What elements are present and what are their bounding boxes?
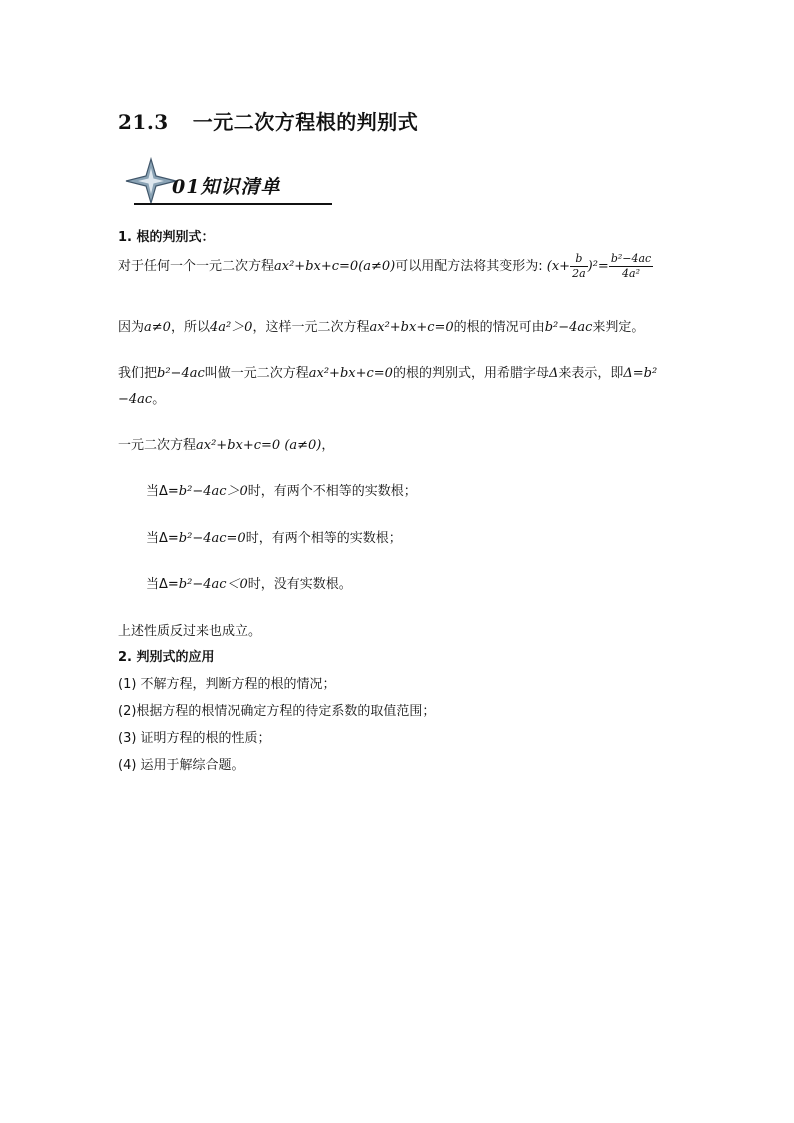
paragraph-3-continued: −4ac。 (118, 392, 166, 407)
paragraph-3: 我们把b²−4ac叫做一元二次方程ax²+bx+c=0的根的判别式，用希腊字母Δ来表示，即Δ=b² (118, 366, 658, 381)
list-item: (2)根据方程的根情况确定方程的待定系数的取值范围； (118, 704, 436, 719)
page-title (118, 106, 418, 135)
case-negative: 当Δ=b²−4ac＜0时，没有实数根。 (146, 577, 352, 592)
section-banner: 01知识清单 (172, 176, 281, 198)
title-text: 一元二次方程根的判别式 (192, 110, 419, 134)
fraction-b-over-2a: $\frac{b}{2a}$ (572, 252, 586, 280)
section2-heading: 2. 判别式的应用 (118, 650, 215, 665)
paragraph-4: 一元二次方程ax²+bx+c=0 (a≠0)， (118, 438, 335, 453)
case-positive: 当Δ=b²−4ac＞0时，有两个不相等的实数根； (146, 484, 417, 499)
title-number: 21.3 (118, 110, 169, 134)
section1-heading: 1. 根的判别式： (118, 230, 215, 245)
paragraph-5: 上述性质反过来也成立。 (118, 624, 262, 639)
case-zero: 当Δ=b²−4ac=0时，有两个相等的实数根； (146, 531, 402, 546)
paragraph-1: 对于任何一个一元二次方程ax²+bx+c=0(a≠0)可以用配方法将其变形为: (x+ $\frac{b}{2a}$ )²= $\frac{\text{b²−4ac}}{\text{4a²}}$ (118, 252, 652, 280)
list-item: (1) 不解方程，判断方程的根的情况； (118, 677, 336, 692)
list-item: (3) 证明方程的根的性质； (118, 731, 271, 746)
fraction-discriminant-over-4a2: $\frac{\text{b²−4ac}}{\text{4a²}}$ (610, 252, 652, 280)
paragraph-2: 因为a≠0，所以4a²＞0，这样一元二次方程ax²+bx+c=0的根的情况可由b²−4ac来判定。 (118, 320, 645, 335)
list-item: (4) 运用于解综合题。 (118, 758, 245, 773)
banner-underline (134, 203, 332, 205)
